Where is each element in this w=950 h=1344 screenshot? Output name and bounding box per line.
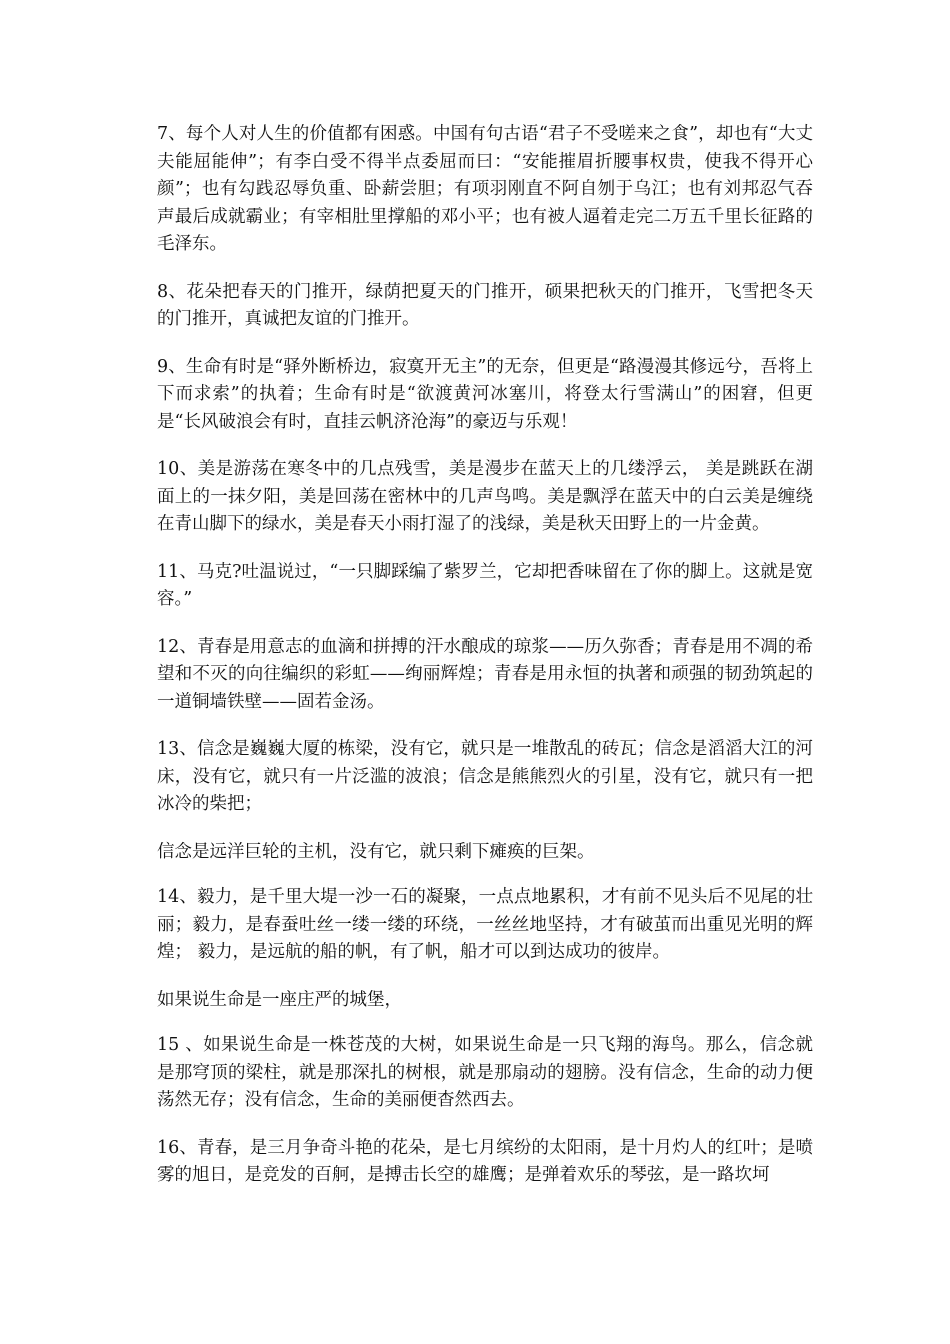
paragraph-7: 7、每个人对人生的价值都有困惑。中国有句古语“君子不受嗟来之食”，却也有“大丈夫能屈能伸”；有李白受不得半点委屈而曰：“安能摧眉折腰事权贵，使我不得开心颜”；也有勾践忍辱负重、卧薪尝胆；有项羽刚直不阿自刎于乌江；也有刘邦忍气吞声最后成就霸业；有宰相肚里撑船的邓小平；也有被人逼着走完二万五千里长征路的毛泽东。 — [157, 124, 813, 254]
paragraph-16: 16、青春，是三月争奇斗艳的花朵，是七月缤纷的太阳雨，是十月灼人的红叶；是喷雾的旭日，是竞发的百舸，是搏击长空的雄鹰；是弹着欢乐的琴弦，是一路坎坷 — [157, 1137, 813, 1185]
paragraph-10: 10、美是游荡在寒冬中的几点残雪，美是漫步在蓝天上的几缕浮云， 美是跳跃在湖面上的一抹夕阳，美是回荡在密林中的几声鸟鸣。美是飘浮在蓝天中的白云美是缠绕在青山脚下的绿水，美是春天小雨打湿了的浅绿，美是秋天田野上的一片金黄。 — [157, 459, 813, 534]
paragraph-8: 8、花朵把春天的门推开，绿荫把夏天的门推开，硕果把秋天的门推开，飞雪把冬天的门推开，真诚把友谊的门推开。 — [157, 281, 813, 329]
paragraph-13-continued: 信念是远洋巨轮的主机，没有它，就只剩下瘫痪的巨架。 — [157, 841, 595, 862]
paragraph-13: 13、信念是巍巍大厦的栋梁，没有它，就只是一堆散乱的砖瓦；信念是滔滔大江的河床，没有它，就只有一片泛滥的波浪；信念是熊熊烈火的引星，没有它，就只有一把冰冷的柴把； — [157, 739, 813, 814]
paragraph-12: 12、青春是用意志的血滴和拼搏的汗水酿成的琼浆——历久弥香；青春是用不凋的希望和不灭的向往编织的彩虹——绚丽辉煌；青春是用永恒的执著和顽强的韧劲筑起的一道铜墙铁壁——固若金汤。 — [157, 636, 813, 712]
paragraph-11: 11、马克?吐温说过，“一只脚踩编了紫罗兰，它却把香味留在了你的脚上。这就是宽容。” — [157, 561, 813, 609]
paragraph-15: 15 、如果说生命是一株苍茂的大树，如果说生命是一只飞翔的海鸟。那么，信念就是那穹顶的梁柱，就是那深扎的树根，就是那扇动的翅膀。没有信念，生命的动力便荡然无存；没有信念，生命的美丽便杳然西去。 — [157, 1035, 813, 1110]
paragraph-9: 9、生命有时是“驿外断桥边，寂寞开无主”的无奈，但更是“路漫漫其修远兮，吾将上下而求索”的执着；生命有时是“欲渡黄河冰塞川，将登太行雪满山”的困窘，但更是“长风破浪会有时，直挂云帆济沧海”的豪迈与乐观！ — [157, 356, 813, 432]
document-page — [143, 121, 813, 1210]
paragraph-14: 14、毅力，是千里大堤一沙一石的凝聚，一点点地累积，才有前不见头后不见尾的壮丽；毅力，是春蚕吐丝一缕一缕的环绕，一丝丝地坚持，才有破茧而出重见光明的辉煌； 毅力，是远航的船的帆，有了帆，船才可以到达成功的彼岸。 — [157, 887, 813, 962]
paragraph-15-lead: 如果说生命是一座庄严的城堡， — [157, 989, 402, 1010]
